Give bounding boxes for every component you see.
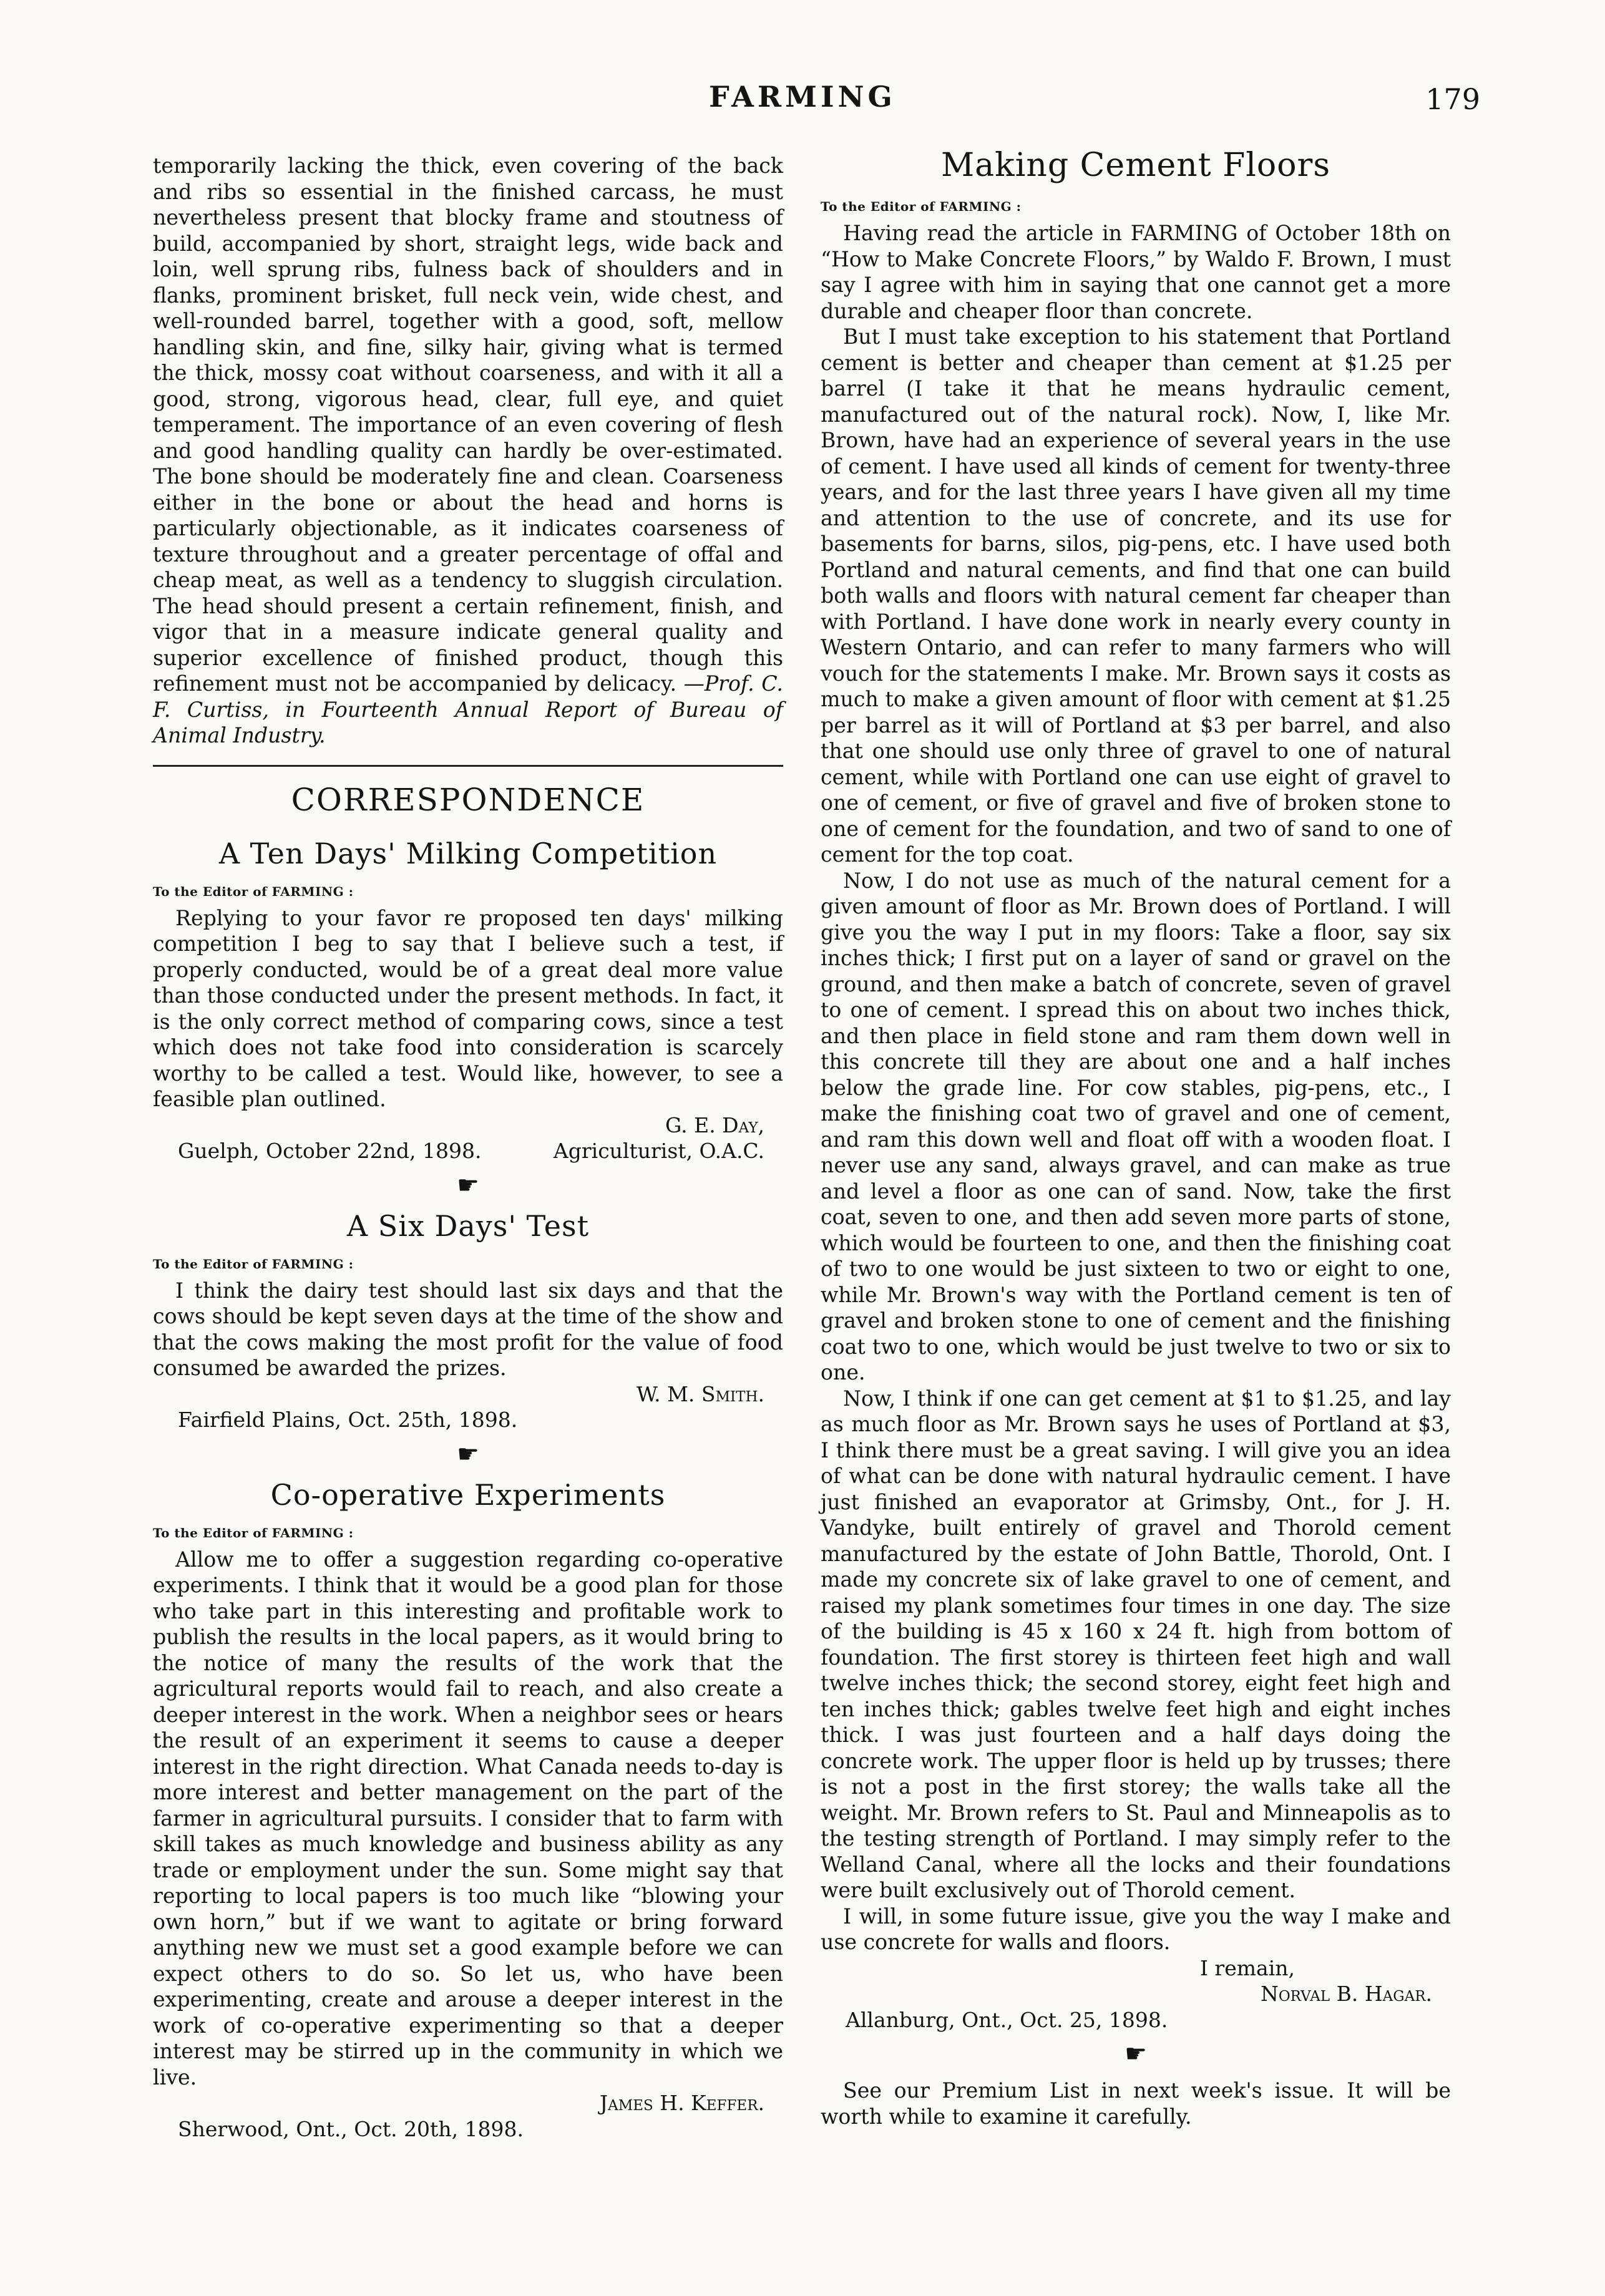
left-column bbox=[153, 153, 783, 2142]
intro-citation: —Prof. C. F. Curtiss, in Fourteenth Annual Report of Bureau of Animal Industry. bbox=[153, 671, 783, 747]
section-heading: CORRESPONDENCE bbox=[291, 781, 645, 818]
to-editor-line: To the Editor of FARMING : bbox=[153, 1525, 354, 1540]
cement-paragraph: Now, I think if one can get cement at $1 to $1.25, and lay as much floor as Mr. Brown says he uses of Portland at $3, I think there must be a great saving. I will give you an idea of what can be done with natural hydraulic cement. I have just finished an evaporator at Grimsby, Ont., for J. H. Vandyke, built entirely of gravel and Thorold cement manufactured by the estate of John Battle, Thorold, Ont. I made my concrete six of lake gravel to one of cement, and raised my plank sometimes four times in one day. The size of the building is 45 x 160 x 24 ft. high from bottom of foundation. The first storey is thirteen feet high and wall twelve inches thick; the second storey, eight feet high and ten inches thick; gables twelve feet high and eight inches thick. I was just fourteen and a half days doing the concrete work. The upper floor is held up by trusses; there is not a post in the first storey; the walls take all the weight. Mr. Brown refers to St. Paul and Minneapolis as to the testing strength of Portland. I may simply refer to the Welland Canal, where all the locks and their foundations were built exclusively out of Thorold cement. bbox=[821, 1386, 1451, 1902]
signature-hagar: Norval B. Hagar. bbox=[1260, 1982, 1432, 2006]
cement-paragraph: I will, in some future issue, give you the way I make and use concrete for walls and floors. bbox=[821, 1904, 1451, 1954]
signature-row bbox=[153, 1138, 783, 1164]
to-editor-line: To the Editor of FARMING : bbox=[153, 1256, 354, 1272]
signature-title: Agriculturist, O.A.C. bbox=[553, 1139, 764, 1163]
article-body-six-days: I think the dairy test should last six days and that the cows should be kept seven days at the time of the show and that the cows making the most profit for the value of food consumed be awarded the prizes. bbox=[153, 1278, 783, 1380]
place-date: Allanburg, Ont., Oct. 25, 1898. bbox=[846, 2007, 1168, 2032]
cement-paragraph: Now, I do not use as much of the natural cement for a given amount of floor as Mr. Brown does of Portland. I will give you the way I put in my floors: Take a floor, say six inches thick; I first put on a layer of sand or gravel on the ground, and then make a batch of concrete, seven of gravel to one of cement. I spread this on about two inches thick, and then place in field stone and ram them down well in this concrete till they are about one and a half inches below the grade line. For cow stables, pig-pens, etc., I make the finishing coat two of gravel and one of cement, and ram this down well and float off with a wooden float. I never use any sand, always gravel, and can make as true and level a floor as one can of sand. Now, take the first coat, seven to one, and then add seven more parts of stone, which would be fourteen to one, and then the finishing coat of two to one would be just sixteen to two or eight to one, while Mr. Brown's way with the Portland cement is ten of gravel and broken stone to one of cement and the finishing coat two to one, which would be just twelve to two or six to one. bbox=[821, 868, 1451, 1384]
article-body-cooperative: Allow me to offer a suggestion regarding co-operative experiments. I think that it would be a good plan for those who take part in this interesting and profitable work to publish the results in the local papers, as it would bring to the notice of many the results of the work that the agricultural reports would fail to reach, and also create a deeper interest in the work. When a neighbor sees or hears the result of an experiment it seems to cause a deeper interest in the right direction. What Canada needs to-day is more interest and better management on the part of the farmer in agricultural pursuits. I consider that to farm with skill takes as much knowledge and business ability as any trade or employment under the sun. Some might say that reporting to local papers is too much like “blowing your own horn,” but if we want to agitate or bring forward anything new we must set a good example before we can expect others to do so. So let us, who have been experimenting, create and arouse a deeper interest in the work of co-operative experimenting so that a deeper interest may be stirred up in the community in which we live. bbox=[153, 1547, 783, 2089]
signature-day: G. E. Day, bbox=[665, 1112, 764, 1137]
pointing-hand-icon: ☛ bbox=[457, 1439, 479, 1469]
section-divider bbox=[153, 765, 783, 767]
article-title-milking: A Ten Days' Milking Competition bbox=[218, 836, 718, 870]
running-title: FARMING bbox=[709, 80, 896, 114]
premium-notice: See our Premium List in next week's issue. It will be worth while to examine it carefully. bbox=[821, 2078, 1451, 2129]
closing-line: I remain, bbox=[1199, 1955, 1295, 1980]
signature-smith: W. M. Smith. bbox=[636, 1381, 764, 1406]
to-editor-line: To the Editor of FARMING : bbox=[153, 883, 354, 899]
article-title-cement: Making Cement Floors bbox=[940, 147, 1331, 184]
article-title-six-days: A Six Days' Test bbox=[346, 1209, 590, 1243]
place-date: Sherwood, Ont., Oct. 20th, 1898. bbox=[178, 2116, 524, 2141]
place-date: Guelph, October 22nd, 1898. bbox=[178, 1139, 482, 1163]
page-header bbox=[0, 80, 1605, 124]
to-editor-line: To the Editor of FARMING : bbox=[821, 199, 1022, 214]
pointing-hand-icon: ☛ bbox=[1124, 2040, 1147, 2068]
right-column bbox=[821, 140, 1451, 2129]
article-title-cooperative: Co-operative Experiments bbox=[270, 1477, 666, 1512]
signature-keffer: James H. Keffer. bbox=[599, 2091, 764, 2115]
article-body-milking: Replying to your favor re proposed ten days' milking competition I beg to say that I believe such a test, if properly conducted, would be of a great deal more value than those conducted under the present methods. In fact, it is the only correct method of comparing cows, since a test which does not take food into consideration is scarcely worthy to be called a test. Would like, however, to see a feasible plan outlined. bbox=[153, 905, 783, 1111]
page-number: 179 bbox=[1425, 82, 1480, 116]
pointing-hand-icon: ☛ bbox=[457, 1170, 479, 1200]
place-date: Fairfield Plains, Oct. 25th, 1898. bbox=[178, 1408, 518, 1432]
intro-body: temporarily lacking the thick, even covering of the back and ribs so essential in the finished carcass, he must nevertheless present that blocky frame and stoutness of build, accompanied by short, straight legs, wide back and loin, well sprung ribs, fulness back of shoulders and in flanks, prominent brisket, full neck vein, wide chest, and well-rounded barrel, together with a good, soft, mellow handling skin, and fine, silky hair, giving what is termed the thick, mossy coat without coarseness, and with it all a good, strong, vigorous head, clear, full eye, and quiet temperament. The importance of an even covering of flesh and good handling quality can hardly be over-estimated. The bone should be moderately fine and clean. Coarseness either in the bone or about the head and horns is particularly objectionable, as it indicates coarseness of texture throughout and a greater percentage of offal and cheap meat, as well as a tendency to sluggish circulation. The head should present a certain refinement, finish, and vigor that in a measure indicate general quality and superior excellence of finished product, though this refinement must not be accompanied by delicacy. bbox=[153, 153, 783, 696]
intro-text bbox=[153, 153, 783, 749]
cement-paragraph: Having read the article in FARMING of October 18th on “How to Make Concrete Floors,” by Waldo F. Brown, I must say I agree with him in saying that one cannot get a more durable and cheaper floor than concrete. bbox=[821, 221, 1451, 323]
cement-paragraph: But I must take exception to his statement that Portland cement is better and cheaper than cement at $1.25 per barrel (I take it that he means hydraulic cement, manufactured out of the natural rock). Now, I, like Mr. Brown, have had an experience of several years in the use of cement. I have used all kinds of cement for twenty-three years, and for the last three years I have given all my time and attention to the use of concrete, and its use for basements for barns, silos, pig-pens, etc. I have used both Portland and natural cements, and find that one can build both walls and floors with natural cement far cheaper than with Portland. I have done work in nearly every county in Western Ontario, and can refer to many farmers who will vouch for the statements I make. Mr. Brown says it costs as much to make a given amount of floor with cement at $1.25 per barrel as it will of Portland at $3 per barrel, and also that one should use only three of gravel to one of natural cement, while with Portland one can use eight of gravel to one of cement, or five of gravel and five of broken stone to one of cement for the foundation, and two of sand to one of cement for the top coat. bbox=[821, 324, 1451, 867]
